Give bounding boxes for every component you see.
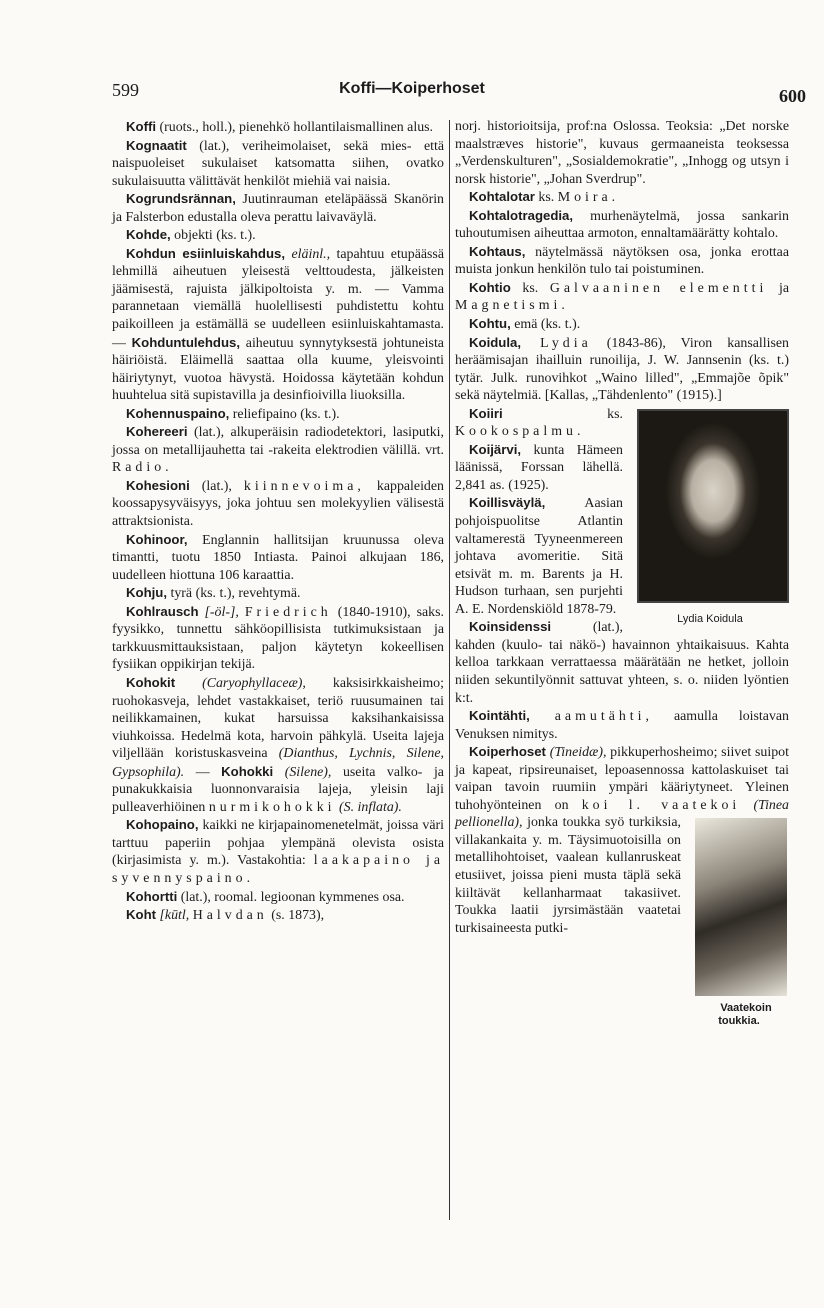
column-divider (449, 120, 450, 1220)
entry-koiperhoset: Koiperhoset (Tineidæ), pikkuperhosheimo; siivet suipot ja kapeat, ripsireunaiset, lepoasennossa kattolaskuiset tai vaipan tavoin ruumiin ympäri kääriytyneet. Yleinen tuhohyönteinen on koi l. vaatekoi (Tinea pellionella), Vaatekoin toukkia. jonka toukka syö turkiksia, villakankaita y. m. Täysimuotoisilla on metallihohtoiset, vaalean kullanruskeat etusiivet, joissa pieni musta täplä sekä kiiltävät kellanharmaat takasiivet. Toukka laatii jyrsimästään vaatetai turkisaineesta putki- (455, 744, 789, 1028)
page-number-left: 599 (112, 80, 139, 100)
column-left (112, 118, 444, 925)
entry-kognaatit: Kognaatit (lat.), veriheimolaiset, sekä mies- että naispuoleiset sukulaiset katsomatta siihen, ovatko sukulaisuutta välittävät henkilöt miehiä vai naisia. (112, 137, 444, 189)
entry-kohesioni: Kohesioni (lat.), kiinnevoima, kappaleiden koossapysyväisyys, joka johtuu sen molekyylien välisestä attraktsionista. (112, 477, 444, 530)
entry-koillisvayla: Koillisväylä, Aasian pohjoispuolitse Atlantin valtamerestä Tyyneenmereen johtava avomeritie. Sitä etsivät m. m. Barents ja H. Hudson turhaan, sen purjehti A. E. Nordenskiöld 1878-79. (455, 495, 623, 617)
entry-kogrundsrannan: Kogrundsrännan, Juutinrauman eteläpäässä Skanörin ja Falsterbon edustalla oleva perattu laivaväylä. (112, 191, 444, 225)
entry-koidula: Koidula, Lydia (1843-86), Viron kansallisen heräämisajan ihailluin runoilija, J. W. Jannsenin (ks. t.) tytär. Julk. runovihkot „Waino lilled", „Emmajõe õpik" sekä näytelmiä. [Kallas, „Tähdenlento" (1915).] (455, 334, 789, 404)
entry-kohtalotragedia: Kohtalotragedia, murhenäytelmä, jossa sankarin tuhoutumisen aiheuttaa armoton, ennaltamäärätty kohtalo. (455, 207, 789, 242)
entry-kohokit: Kohokit (Caryophyllaceæ), kaksisirkkaisheimo; ruohokasveja, lehdet vastakkaiset, teriö ruusumainen tai neilikkamainen, kukat harsuissa kaksihankaisissa viuhkoissa. Hedelmä kota, harvoin pähkylä. Useita lajeja viljellään koristuskasveina (Dianthus, Lychnis, Silene, Gypsophila). — Kohokki (Silene), useita valko- ja punakukkaisia luonnonvaraisia lajeja, yleisin laji pulleaverhiöinen nurmikohokki (S. inflata). (112, 674, 444, 815)
entry-koffi: Koffi (ruots., holl.), pienehkö hollantilaismallinen alus. (126, 119, 434, 135)
moth-larvae-photo (695, 818, 787, 996)
koidula-portrait-photo (637, 409, 789, 603)
entry-koht: Koht [kūtl, Halvdan (s. 1873), (126, 907, 325, 924)
entry-kointahti: Kointähti, aamutähti, aamulla loistavan Venuksen nimitys. (455, 708, 789, 742)
column-right (455, 118, 789, 1030)
moth-larvae-figure (689, 818, 789, 1028)
page-number-right: 600 (779, 86, 806, 106)
entry-koinsidenssi: Koinsidenssi (lat.), kahden (kuulo- tai näkö-) havainnon yhtaikaisuus. Kahta kelloa tarkkaan verrattaessa määrätään ne hetket, jolloin niiden sekuntilyönnit sattuvat yhteen, s. o. niiden lyöntien k:t. (455, 619, 789, 706)
koidula-portrait-caption: Lydia Koidula (677, 612, 743, 625)
entry-kohtaus: Kohtaus, näytelmässä näytöksen osa, jonka erottaa muista jonkun henkilön tulo tai poistuminen. (455, 243, 789, 278)
entry-kohlrausch: Kohlrausch [-öl-], Friedrich (1840-1910), saks. fyysikko, tunnettu sähköopillisista tutkimuksistaan ja tarkkuusmittauksistaan, paljon käytetyn kokeellisen fysiikan oppikirjan tekijä. (112, 603, 444, 673)
entry-kohopaino: Kohopaino, kaikki ne kirjapainomenetelmät, joissa väri tarttuu paperiin pohjaa ylempänä olevista osista (kirjasimista y. m.). Vastakohtia: laakapaino ja syvennyspaino. (112, 817, 444, 886)
entry-kohennuspaino: Kohennuspaino, reliefipaino (ks. t.). (126, 405, 340, 422)
page-title: Koffi—Koiperhoset (339, 80, 485, 97)
entry-kohde: Kohde, objekti (ks. t.). (126, 227, 256, 244)
entry-koiiri: Koiiri ks. Kookospalmu. (455, 405, 623, 440)
entry-kohinoor: Kohinoor, Englannin hallitsijan kruunussa oleva timantti, tuotu 1850 Intiasta. Painoi alkujaan 186, uudelleen hiottuna 106 karaattia. (112, 531, 444, 583)
entry-kohtio: Kohtio ks. Galvaaninen elementti ja Magnetismi. (455, 279, 789, 314)
entry-kohdun-esiinluiskahdus: Kohdun esiinluiskahdus, eläinl., tapahtuu etupäässä lehmillä aiheutuen yleisestä velttoudesta, jälkeisten jäämisestä, rajuista jälkipoltoista y. m. — Vamma parannetaan viemällä huolellisesti puhdistettu kohtu paikoilleen ja estämällä se uudelleen esiinluiskahtamasta. — Kohduntulehdus, aiheutuu synnytyksestä johtuneista häiriöistä. Eläimellä saattaa olla kuume, yleisvointi häiriytynyt, vuotoa hävystä. Hoidossa käytetään kohdun huuhtelua sitä supistavilla ja desinfioivilla liuoksilla. (112, 245, 445, 404)
entry-kohtalotar: Kohtalotar ks. Moira. (469, 189, 620, 206)
entry-kohereeri: Kohereeri (lat.), alkuperäisin radiodetektori, lasiputki, jossa on metallijauhetta tai -rakeita elektrodien välillä. vrt. Radio. (112, 424, 444, 476)
entry-koijarvi: Koijärvi, kunta Hämeen läänissä, Forssan lähellä. 2,841 as. (1925). (455, 441, 623, 493)
entry-koht-continued: norj. historioitsija, prof:na Oslossa. Teoksia: „Det norske maalstræves historie", kuvaus germaaneista teoksessa „Verdenskulturen", „Sosialdemokratie", „Inhogg og utsyn i norsk historie", „Johan Sverdrup". (455, 119, 789, 187)
moth-larvae-caption: Vaatekoin toukkia. (718, 1002, 772, 1028)
entry-kohortti: Kohortti (lat.), roomal. legioonan kymmenes osa. (126, 888, 405, 905)
koidula-portrait-figure (631, 409, 789, 626)
entry-kohju: Kohju, tyrä (ks. t.), revehtymä. (126, 585, 301, 602)
entry-kohtu: Kohtu, emä (ks. t.). (469, 316, 581, 333)
